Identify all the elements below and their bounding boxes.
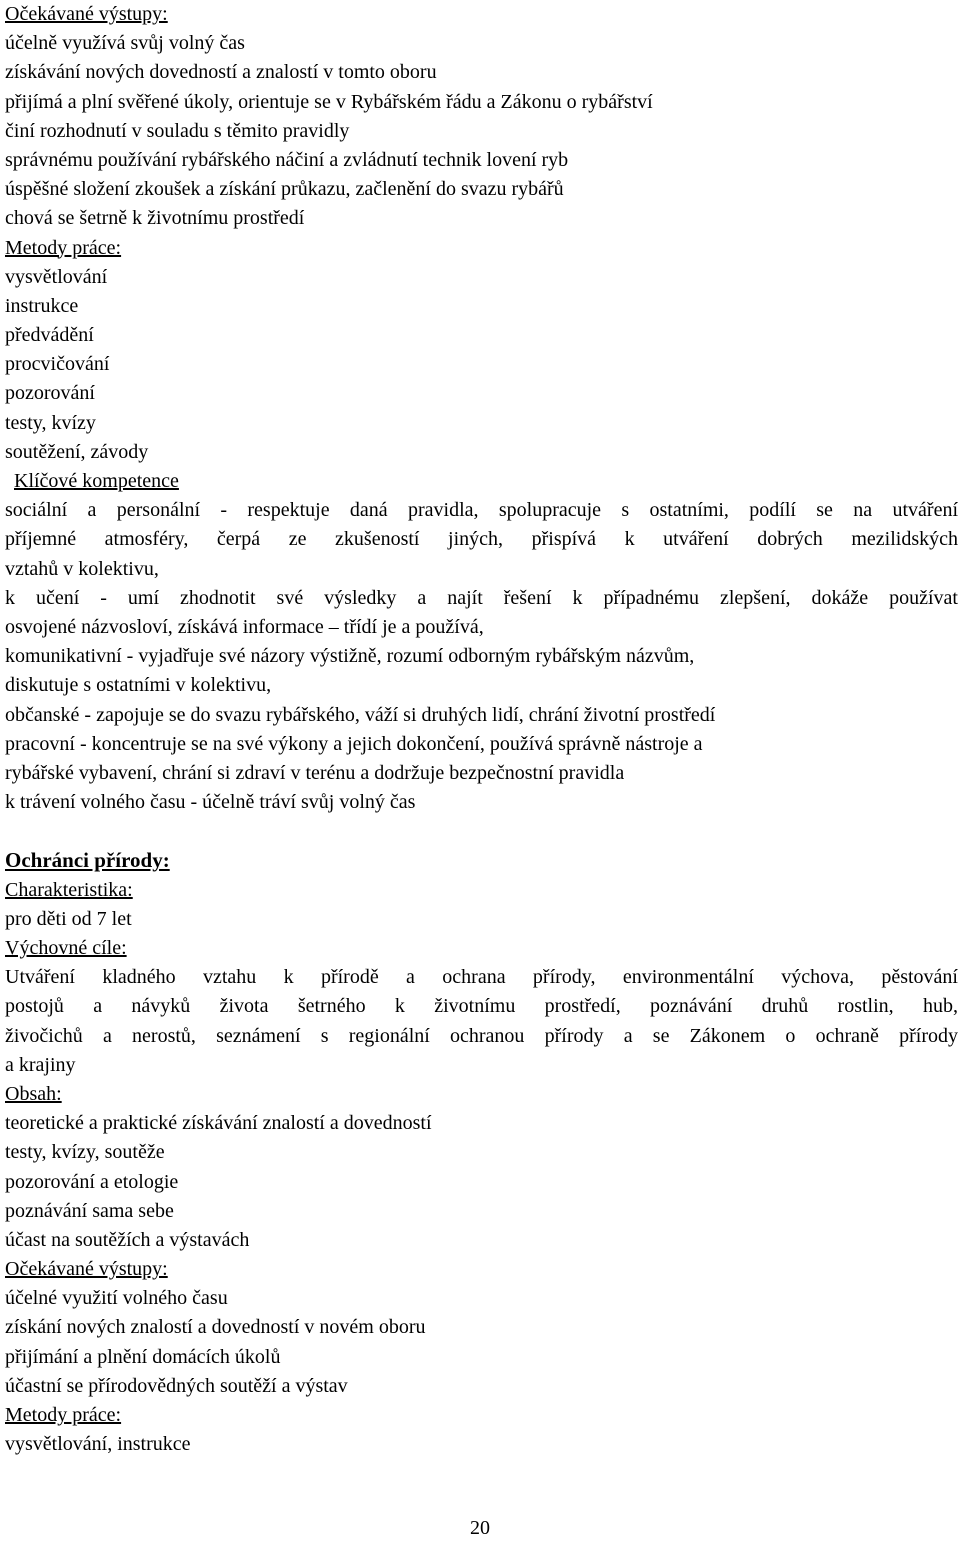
competence-line: příjemné atmosféry, čerpá ze zkušeností jiných, přispívá k utváření dobrých mezilidských	[5, 528, 958, 551]
competence-line: k trávení volného času - účelně tráví svůj volný čas	[5, 791, 416, 814]
output-item: získání nových znalostí a dovedností v novém oboru	[5, 1316, 426, 1339]
document-page	[5, 0, 960, 1459]
outputs-heading: Očekávané výstupy:	[5, 3, 168, 25]
output-item: činí rozhodnutí v souladu s těmito pravidly	[5, 119, 350, 142]
method-item: procvičování	[5, 353, 110, 376]
competence-line: pracovní - koncentruje se na své výkony a jejich dokončení, používá správně nástroje a	[5, 732, 703, 755]
page-number: 20	[470, 1517, 490, 1539]
method-item: instrukce	[5, 294, 79, 317]
competence-line: diskutuje s ostatními v kolektivu,	[5, 674, 272, 697]
competence-line: občanské - zapojuje se do svazu rybářského, váží si druhých lidí, chrání životní prostředí	[5, 703, 716, 726]
competences-heading: Klíčové kompetence	[14, 470, 179, 492]
method-item: soutěžení, závody	[5, 440, 149, 463]
output-item: účastní se přírodovědných soutěží a výstav	[5, 1374, 348, 1397]
characteristics-text: pro děti od 7 let	[5, 907, 132, 930]
output-item: chová se šetrně k životnímu prostředí	[5, 207, 305, 230]
methods-heading: Metody práce:	[5, 1404, 122, 1426]
competence-line: k učení - umí zhodnotit své výsledky a najít řešení k případnému zlepšení, dokáže používat	[5, 586, 958, 609]
competence-line: vztahů v kolektivu,	[5, 557, 159, 580]
goals-line: Utváření kladného vztahu k přírodě a ochrana přírody, environmentální výchova, pěstování	[5, 966, 958, 989]
competences-heading-row	[5, 467, 960, 496]
output-item: přijímání a plnění domácích úkolů	[5, 1345, 281, 1368]
content-item: teoretické a praktické získávání znalostí a dovedností	[5, 1112, 432, 1135]
methods-text: vysvětlování, instrukce	[5, 1433, 191, 1456]
competence-line: sociální a personální - respektuje daná pravidla, spolupracuje s ostatními, podílí se na utváření	[5, 499, 958, 522]
output-item: získávání nových dovedností a znalostí v tomto oboru	[5, 61, 437, 84]
characteristics-heading: Charakteristika:	[5, 878, 133, 901]
output-item: přijímá a plní svěřené úkoly, orientuje se v Rybářském řádu a Zákonu o rybářství	[5, 90, 653, 113]
content-heading: Obsah:	[5, 1082, 62, 1105]
output-item: účelné využití volného času	[5, 1287, 228, 1310]
spacer	[5, 817, 960, 846]
content-item: testy, kvízy, soutěže	[5, 1141, 165, 1164]
goals-heading: Výchovné cíle:	[5, 937, 127, 959]
method-item: testy, kvízy	[5, 411, 96, 434]
output-item: úspěšné složení zkoušek a získání průkazu, začlenění do svazu rybářů	[5, 178, 564, 201]
method-item: předvádění	[5, 324, 94, 347]
outputs-heading: Očekávané výstupy:	[5, 1258, 168, 1281]
methods-heading: Metody práce:	[5, 236, 122, 259]
competence-line: rybářské vybavení, chrání si zdraví v terénu a dodržuje bezpečnostní pravidla	[5, 761, 625, 784]
content-item: účast na soutěžích a výstavách	[5, 1228, 250, 1251]
section-title: Ochránci přírody:	[5, 848, 170, 873]
goals-line: živočichů a nerostů, seznámení s regionální ochranou přírody a se Zákonem o ochraně přírody	[5, 1024, 958, 1047]
output-item: správnému používání rybářského náčiní a zvládnutí technik lovení ryb	[5, 148, 569, 171]
competence-line: osvojené názvosloví, získává informace – třídí je a používá,	[5, 615, 484, 638]
method-item: pozorování	[5, 382, 95, 405]
goals-line: a krajiny	[5, 1053, 76, 1076]
competence-line: komunikativní - vyjadřuje své názory výstižně, rozumí odborným rybářským názvům,	[5, 645, 695, 668]
content-item: pozorování a etologie	[5, 1170, 179, 1193]
content-item: poznávání sama sebe	[5, 1199, 174, 1222]
method-item: vysvětlování	[5, 265, 108, 288]
output-item: účelně využívá svůj volný čas	[5, 32, 245, 55]
goals-line: postojů a návyků života šetrného k životnímu prostředí, poznávání druhů rostlin, hub,	[5, 995, 958, 1018]
